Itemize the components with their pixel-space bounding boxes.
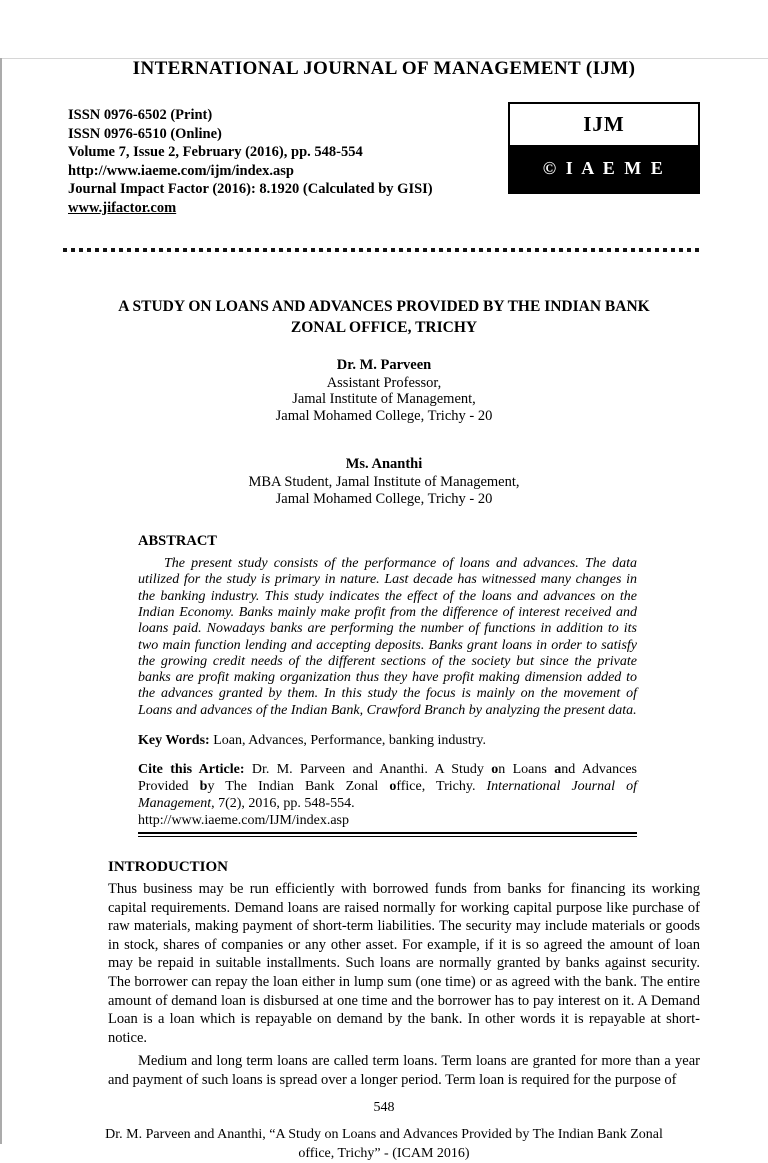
double-rule-separator	[138, 832, 637, 837]
issn-print-line: ISSN 0976-6502 (Print)	[68, 107, 213, 123]
introduction-heading: INTRODUCTION	[108, 859, 229, 876]
author-affiliation-line: Jamal Mohamed College, Trichy - 20	[275, 407, 493, 424]
footer-citation: Dr. M. Parveen and Ananthi, “A Study on Loans and Advances Provided by The Indian Bank Zonal office, Trichy” - (ICAM 2016)	[105, 1126, 663, 1161]
author-name-ananthi: Ms. Ananthi	[345, 456, 423, 473]
dotted-separator	[63, 248, 702, 252]
journal-url-line: http://www.iaeme.com/ijm/index.asp	[68, 162, 294, 179]
author-affiliation-line: Jamal Institute of Management,	[292, 391, 476, 408]
jifactor-link[interactable]: www.jifactor.com	[68, 199, 177, 216]
author-affiliation-line: Jamal Mohamed College, Trichy - 20	[275, 490, 493, 507]
introduction-paragraph-2: Medium and long term loans are called term loans. Term loans are granted for more than a year and payment of such loans is spread over a longer period. Term loan is required for the purpose of	[108, 1053, 700, 1088]
journal-logo	[508, 102, 700, 194]
abstract-section	[138, 533, 637, 837]
author-name-parveen: Dr. M. Parveen	[336, 356, 432, 373]
author-gap	[0, 424, 768, 437]
issn-block	[68, 106, 433, 218]
keywords-text: Loan, Advances, Performance, banking industry.	[213, 733, 486, 749]
journal-masthead-title: INTERNATIONAL JOURNAL OF MANAGEMENT (IJM)	[132, 58, 636, 79]
author-affiliation-line: Assistant Professor,	[326, 374, 442, 391]
keywords-line	[138, 732, 637, 749]
volume-issue-line: Volume 7, Issue 2, February (2016), pp. 548-554	[68, 144, 363, 161]
article-title: A STUDY ON LOANS AND ADVANCES PROVIDED BY THE INDIAN BANK ZONAL OFFICE, TRICHY	[118, 297, 650, 336]
keywords-label: Key Words:	[138, 733, 210, 749]
authors-block	[0, 355, 768, 508]
abstract-text: The present study consists of the performance of loans and advances. The data utilized for the study is primary in nature. Last decade has witnessed many changes in the banking industry. This study indicates the effect of the loans and advances on the Indian Economy. Banks mainly make profit from the difference of interest received and loans paid. Nowadays banks are performing the number of functions in addition to its two main function lending and accepting deposits. Banks grant loans in order to satisfy the growing credit needs of the different sections of the society but since the private banks are profit making organization thus they have profit making dimension added to the advances granted by them. In this study the focus is mainly on the movement of Loans and advances of the Indian Bank, Crawford Branch by analyzing the present data.	[138, 556, 637, 718]
issn-online-line: ISSN 0976-6510 (Online)	[68, 125, 222, 142]
header-row	[68, 106, 700, 218]
abstract-heading: ABSTRACT	[138, 533, 217, 550]
author-affiliation-line: MBA Student, Jamal Institute of Management,	[248, 474, 520, 491]
journal-page	[0, 58, 768, 1161]
page-number: 548	[373, 1099, 395, 1115]
impact-factor-line: Journal Impact Factor (2016): 8.1920 (Calculated by GISI)	[68, 181, 433, 198]
publisher-logo-iaeme: © I A E M E	[510, 145, 698, 192]
cite-url: http://www.iaeme.com/IJM/index.asp	[138, 813, 349, 829]
cite-this-article: Cite this Article: Dr. M. Parveen and Ananthi. A Study on Loans and Advances Provided by The Indian Bank Zonal office, Trichy. International Journal of Management, 7(2), 2016, pp. 548-554.	[138, 762, 637, 812]
introduction-paragraph-1: Thus business may be run efficiently with borrowed funds from banks for financing its working capital requirements. Demand loans are raised normally for working capital purpose like purchase of raw materials, making payment of short-term liabilities. The security may include materials or goods in stock, shares of companies or any other asset. For example, if it is so agreed the amount of loan may be repaid in suitable installments. Such loans are normally granted by banks against security. The borrower can repay the loan either in lump sum (one time) or as agreed with the bank. The entire amount of demand loan is disbursed at one time and the borrower has to pay interest on it. A Demand Loan is a loan which is repayable on demand by the bank. In other words it is repayable at short-notice.	[108, 881, 700, 1046]
journal-logo-acronym: IJM	[510, 104, 698, 145]
introduction-section	[108, 859, 700, 1090]
